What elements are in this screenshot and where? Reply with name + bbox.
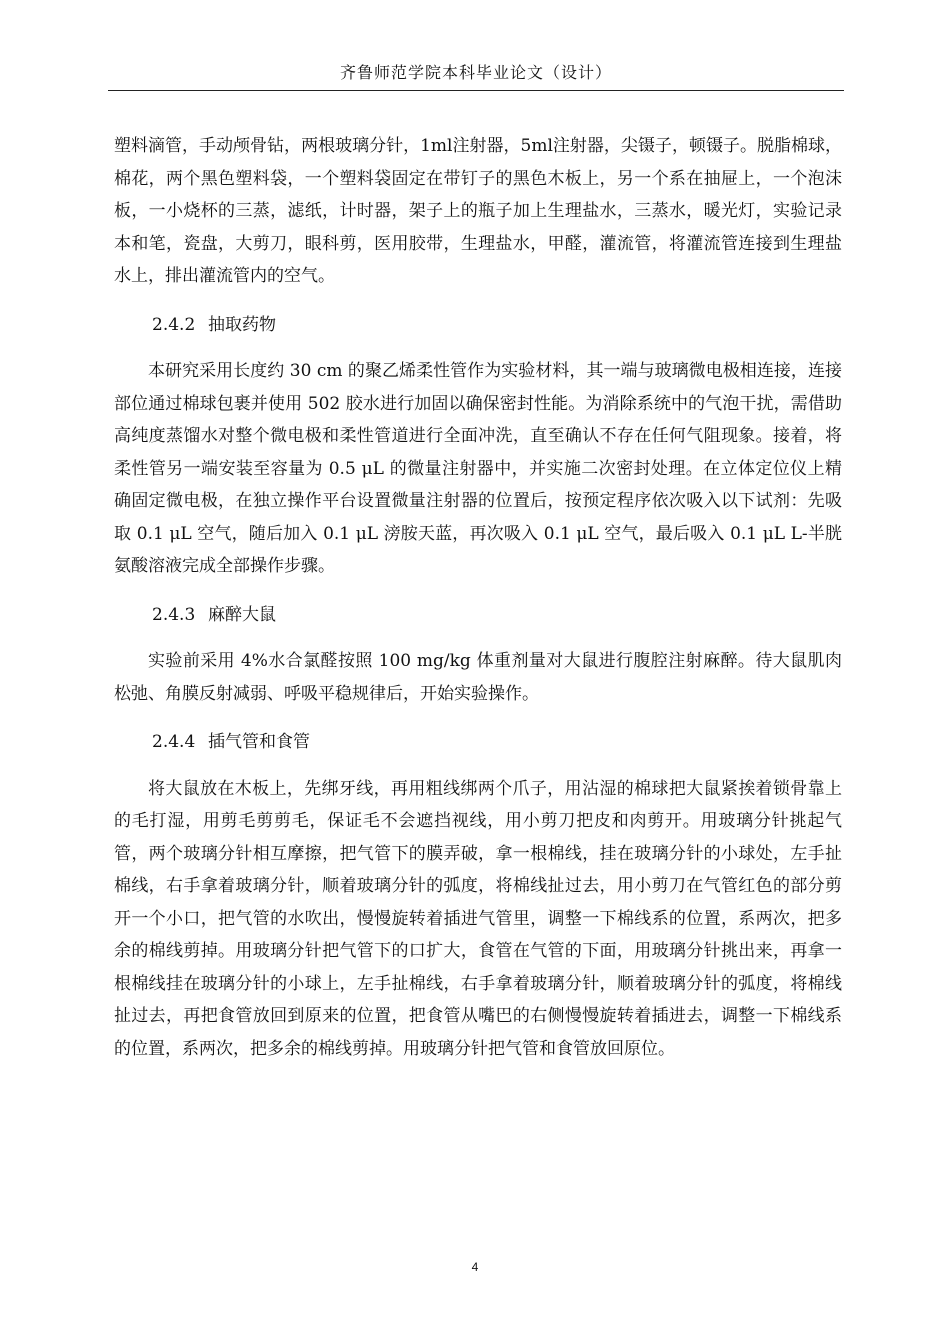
- section-heading-2-4-3: [114, 599, 842, 632]
- paragraph-materials: 塑料滴管，手动颅骨钻，两根玻璃分针，1ml注射器，5ml注射器，尖镊子，顿镊子。脱脂棉球，棉花，两个黑色塑料袋，一个塑料袋固定在带钉子的黑色木板上，另一个系在抽屉上，一个泡沫板，一小烧杯的三蒸，滤纸，计时器，架子上的瓶子加上生理盐水，三蒸水，暖光灯，实验记录本和笔，瓷盘，大剪刀，眼科剪，医用胶带，生理盐水，甲醛，灌流管，将灌流管连接到生理盐水上，排出灌流管内的空气。: [114, 136, 842, 286]
- section-number: 2.4.3: [152, 604, 196, 625]
- section-number: 2.4.4: [152, 732, 196, 752]
- paragraph-drug: 本研究采用长度约 30 cm 的聚乙烯柔性管作为实验材料，其一端与玻璃微电极相连接，连接部位通过棉球包裹并使用 502 胶水进行加固以确保密封性能。为消除系统中的气泡干扰，需借助高纯度蒸馏水对整个微电极和柔性管道进行全面冲洗，直至确认不存在任何气阻现象。接着，将柔性管另一端安装至容量为 0.5 μL 的微量注射器中，并实施二次密封处理。在立体定位仪上精确固定微电极，在独立操作平台设置微量注射器的位置后，按预定程序依次吸入以下试剂：先吸取 0.1 μL 空气，随后加入 0.1 μL 滂胺天蓝，再次吸入 0.1 μL 空气，最后吸入 0.1 μL L-半胱氨酸溶液完成全部操作步骤。: [114, 361, 842, 576]
- page-header: [108, 60, 844, 91]
- section-title: 抽取药物: [208, 314, 276, 335]
- section-heading-2-4-4: [114, 726, 842, 759]
- section-title: 插气管和食管: [208, 732, 310, 752]
- paragraph-anesthesia: 实验前采用 4%水合氯醛按照 100 mg/kg 体重剂量对大鼠进行腹腔注射麻醉。待大鼠肌肉松弛、角膜反射减弱、呼吸平稳规律后，开始实验操作。: [114, 651, 842, 704]
- header-title: 齐鲁师范学院本科毕业论文（设计）: [339, 63, 612, 82]
- paragraph-intubation: 将大鼠放在木板上，先绑牙线，再用粗线绑两个爪子，用沾湿的棉球把大鼠紧挨着锁骨靠上的毛打湿，用剪毛剪剪毛，保证毛不会遮挡视线，用小剪刀把皮和肉剪开。用玻璃分针挑起气管，两个玻璃分针相互摩擦，把气管下的膜弄破，拿一根棉线，挂在玻璃分针的小球处，左手扯棉线，右手拿着玻璃分针，顺着玻璃分针的弧度，将棉线扯过去，用小剪刀在气管红色的部分剪开一个小口，把气管的水吹出，慢慢旋转着插进气管里，调整一下棉线系的位置，系两次，把多余的棉线剪掉。用玻璃分针把气管下的口扩大，食管在气管的下面，用玻璃分针挑出来，再拿一根棉线挂在玻璃分针的小球上，左手扯棉线，右手拿着玻璃分针，顺着玻璃分针的弧度，将棉线扯过去，再把食管放回到原来的位置，把食管从嘴巴的右侧慢慢旋转着插进去，调整一下棉线系的位置，系两次，把多余的棉线剪掉。用玻璃分针把气管和食管放回原位。: [114, 778, 842, 1059]
- page-body: [114, 130, 842, 1065]
- section-heading-2-4-2: [114, 309, 842, 342]
- section-number: 2.4.2: [152, 314, 196, 335]
- page-number: 4: [471, 1260, 479, 1274]
- section-title: 麻醉大鼠: [208, 604, 276, 625]
